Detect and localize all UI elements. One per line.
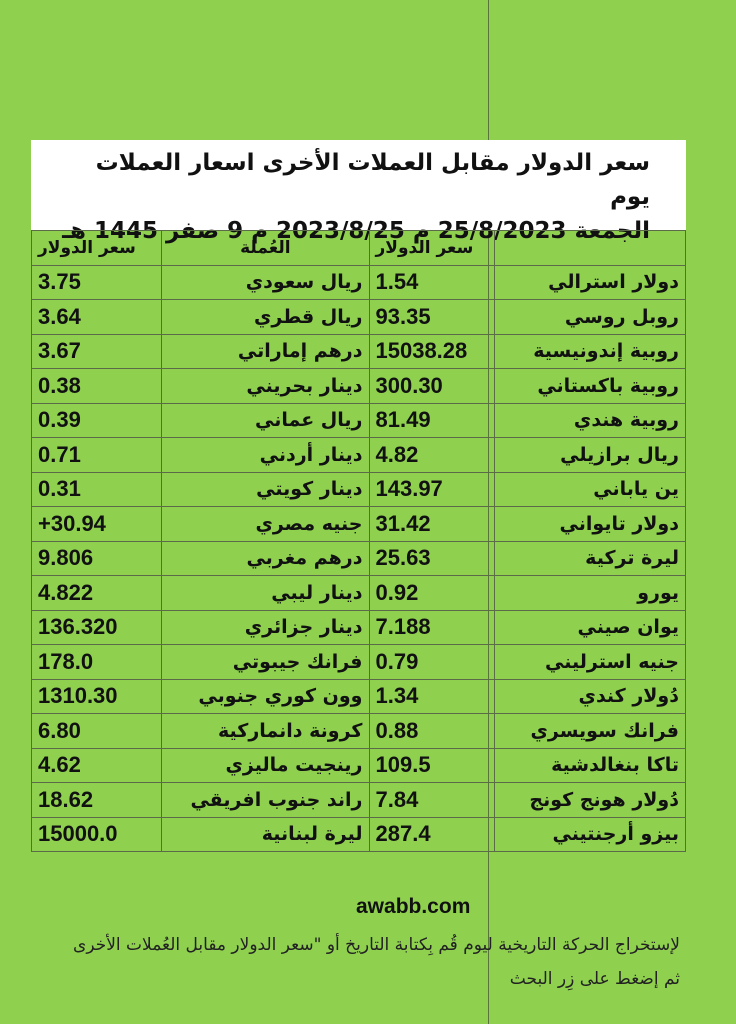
currency-rate: 143.97 <box>369 472 495 507</box>
table-row <box>32 817 686 852</box>
footer-note: لإستخراج الحركة التاريخية ليوم قُم بِكتابة التاريخ أو "سعر الدولار مقابل العُملات الأخرى ثم إضغط على زِر البحث <box>73 935 680 989</box>
currency-name: ين ياباني <box>495 472 686 507</box>
currency-name: دينار جزائري <box>162 610 369 645</box>
currency-name: روبية هندي <box>495 403 686 438</box>
currency-rate: 0.79 <box>369 645 495 680</box>
currency-name: فرانك سويسري <box>495 714 686 749</box>
currency-name: ريال برازيلي <box>495 438 686 473</box>
currency-name: بيزو أرجنتيني <box>495 817 686 852</box>
currency-name: دُولار كندي <box>495 679 686 714</box>
currency-name: ليرة لبنانية <box>162 817 369 852</box>
table-row <box>32 610 686 645</box>
currency-name: درهم إماراتي <box>162 334 369 369</box>
currency-name: ريال عماني <box>162 403 369 438</box>
table-row <box>32 645 686 680</box>
currency-rate: 7.188 <box>369 610 495 645</box>
currency-rate: 0.31 <box>32 472 162 507</box>
table-row <box>32 472 686 507</box>
currency-rate: 30.94+ <box>32 507 162 542</box>
table-row <box>32 541 686 576</box>
currency-name: ريال سعودي <box>162 265 369 300</box>
currency-name: جنيه استرليني <box>495 645 686 680</box>
currency-rate: 300.30 <box>369 369 495 404</box>
table-row <box>32 438 686 473</box>
table-row <box>32 576 686 611</box>
table-header-row <box>32 231 686 266</box>
currency-rate: 136.320 <box>32 610 162 645</box>
currency-rate: 0.71 <box>32 438 162 473</box>
currency-name: دُولار هونج كونج <box>495 783 686 818</box>
currency-name: دينار كويتي <box>162 472 369 507</box>
currency-rate: 4.62 <box>32 748 162 783</box>
header-currency-right: العُملة <box>162 231 369 266</box>
currency-name: وون كوري جنوبي <box>162 679 369 714</box>
currency-rate: 178.0 <box>32 645 162 680</box>
currency-name: دينار بحريني <box>162 369 369 404</box>
header-rate-left: سعر الدولار <box>369 231 495 266</box>
currency-rate: 3.64 <box>32 300 162 335</box>
currency-rate: 0.38 <box>32 369 162 404</box>
currency-name: روبل روسي <box>495 300 686 335</box>
currency-name: روبية إندونيسية <box>495 334 686 369</box>
title-line-1: سعر الدولار مقابل العملات الأخرى اسعار العملات يوم <box>95 150 650 210</box>
currency-rate: 18.62 <box>32 783 162 818</box>
currency-rate: 1310.30 <box>32 679 162 714</box>
table-row <box>32 783 686 818</box>
currency-rate: 1.34 <box>369 679 495 714</box>
table-row <box>32 748 686 783</box>
table-row <box>32 507 686 542</box>
currency-name: يورو <box>495 576 686 611</box>
currency-name: ريال قطري <box>162 300 369 335</box>
table-row <box>32 300 686 335</box>
currency-rate: 15000.0 <box>32 817 162 852</box>
table-row <box>32 403 686 438</box>
currency-name: دينار أردني <box>162 438 369 473</box>
currency-rate: 0.88 <box>369 714 495 749</box>
currency-rate: 3.75 <box>32 265 162 300</box>
currency-name: فرانك جيبوتي <box>162 645 369 680</box>
currency-name: دولار استرالي <box>495 265 686 300</box>
table-row <box>32 369 686 404</box>
currency-rate: 31.42 <box>369 507 495 542</box>
currency-name: كرونة دانماركية <box>162 714 369 749</box>
currency-rates-table <box>31 230 686 852</box>
currency-name: ليرة تركية <box>495 541 686 576</box>
currency-rate: 3.67 <box>32 334 162 369</box>
table-row <box>32 679 686 714</box>
currency-rate: 93.35 <box>369 300 495 335</box>
currency-rate: 81.49 <box>369 403 495 438</box>
header-rate-right: سعر الدولار <box>32 231 162 266</box>
currency-name: درهم مغربي <box>162 541 369 576</box>
currency-rate: 25.63 <box>369 541 495 576</box>
currency-rate: 4.822 <box>32 576 162 611</box>
currency-rate: 7.84 <box>369 783 495 818</box>
currency-name: رينجيت ماليزي <box>162 748 369 783</box>
currency-rate: 6.80 <box>32 714 162 749</box>
currency-rate: 0.39 <box>32 403 162 438</box>
title-box <box>31 140 686 244</box>
currency-rate: 287.4 <box>369 817 495 852</box>
currency-rate: 0.92 <box>369 576 495 611</box>
header-currency-left <box>495 231 686 266</box>
currency-name: دينار ليبي <box>162 576 369 611</box>
currency-name: جنيه مصري <box>162 507 369 542</box>
currency-rate: 15038.28 <box>369 334 495 369</box>
table-row <box>32 714 686 749</box>
site-url: awabb.com <box>356 895 471 918</box>
currency-rate: 9.806 <box>32 541 162 576</box>
currency-rate: 4.82 <box>369 438 495 473</box>
currency-name: تاكا بنغالدشية <box>495 748 686 783</box>
currency-rate: 1.54 <box>369 265 495 300</box>
table-row <box>32 334 686 369</box>
currency-rate: 109.5 <box>369 748 495 783</box>
table-row <box>32 265 686 300</box>
currency-name: دولار تايواني <box>495 507 686 542</box>
currency-name: روبية باكستاني <box>495 369 686 404</box>
title-line-2: الجمعة 25/8/2023 م 2023/8/25 م 9 صفر 1445 هـ <box>62 218 650 244</box>
currency-name: يوان صيني <box>495 610 686 645</box>
currency-name: راند جنوب افريقي <box>162 783 369 818</box>
